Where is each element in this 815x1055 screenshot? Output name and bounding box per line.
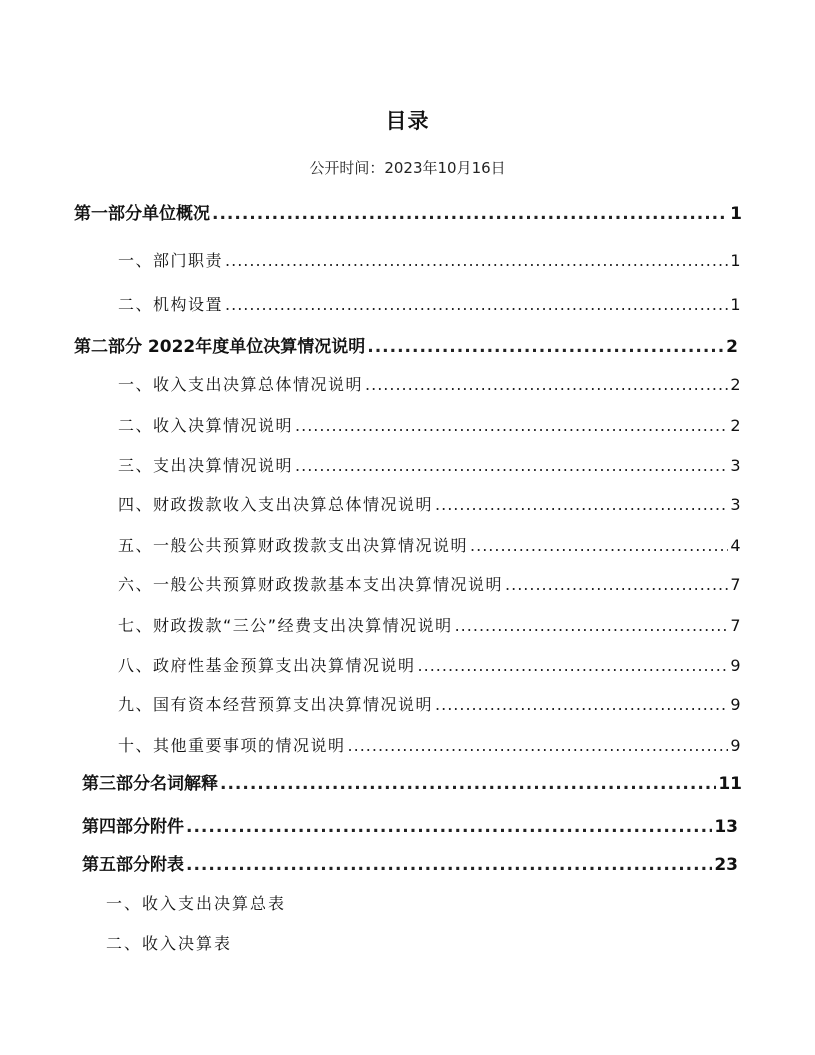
toc-entry-part2-item-4[interactable] [118,492,742,518]
dot-leader [225,248,728,274]
toc-entry-part2-item-9[interactable] [118,692,742,718]
toc-entry-part5-item-2[interactable]: 二、收入决算表 [106,934,233,953]
dot-leader [295,453,728,479]
toc-label: 一、收入支出决算总体情况说明 [118,375,364,394]
dot-leader [367,334,724,360]
toc-entry-part2-item-7[interactable] [118,613,742,639]
toc-entry-part1-item-1[interactable] [118,248,742,274]
toc-entry-part2-item-8[interactable] [118,653,742,679]
toc-page-number: 2 [726,337,738,357]
dot-leader [505,572,728,598]
toc-page-number: 4 [730,536,742,555]
toc-entry-part2-item-1[interactable] [118,372,742,398]
toc-entry-part5[interactable] [82,852,738,878]
toc-entry-part2-item-5[interactable] [118,533,742,559]
toc-label: 第三部分名词解释 [82,774,218,794]
toc-page-number: 9 [730,656,742,675]
toc-entry-part2[interactable] [74,334,738,360]
dot-leader [470,533,728,559]
toc-page-number: 9 [730,736,742,755]
dot-leader [220,771,716,797]
dot-leader [435,692,728,718]
toc-label: 七、财政拨款“三公”经费支出决算情况说明 [118,616,453,635]
dot-leader [295,413,728,439]
toc-entry-part1-item-2[interactable] [118,292,742,318]
dot-leader [435,492,728,518]
toc-page-number: 1 [730,251,742,270]
toc-label: 第四部分附件 [82,817,184,837]
toc-entry-part2-item-3[interactable] [118,453,742,479]
toc-entry-part1[interactable] [74,201,742,227]
toc-page-number: 7 [730,616,742,635]
toc-label: 第五部分附表 [82,855,184,875]
toc-label: 第一部分单位概况 [74,204,210,224]
document-title: 目录 [385,109,430,133]
toc-label: 十、其他重要事项的情况说明 [118,736,346,755]
toc-entry-part5-item-1[interactable]: 一、收入支出决算总表 [106,894,287,913]
toc-label: 八、政府性基金预算支出决算情况说明 [118,656,416,675]
toc-page-number: 23 [714,855,738,875]
toc-page-number: 13 [714,817,738,837]
toc-page-number: 3 [730,456,742,475]
toc-page-number: 1 [730,295,742,314]
dot-leader [365,372,728,398]
toc-label: 九、国有资本经营预算支出决算情况说明 [118,695,434,714]
toc-page-number: 7 [730,575,742,594]
toc-label: 一、部门职责 [118,251,224,270]
toc-label: 六、一般公共预算财政拨款基本支出决算情况说明 [118,575,504,594]
toc-label: 二、收入决算情况说明 [118,416,294,435]
dot-leader [348,733,729,759]
toc-label: 三、支出决算情况说明 [118,456,294,475]
toc-page-number: 1 [730,204,742,224]
dot-leader [186,814,712,840]
toc-page-number: 11 [718,774,742,794]
toc-label: 二、机构设置 [118,295,224,314]
dot-leader [418,653,729,679]
dot-leader [186,852,712,878]
toc-entry-part2-item-10[interactable] [118,733,742,759]
dot-leader [455,613,729,639]
toc-entry-part2-item-6[interactable] [118,572,742,598]
toc-page-number: 9 [730,695,742,714]
toc-label: 第二部分 2022年度单位决算情况说明 [74,337,366,357]
dot-leader [225,292,728,318]
toc-page-number: 3 [730,495,742,514]
publish-time: 公开时间：2023年10月16日 [309,159,506,177]
toc-page-number: 2 [730,416,742,435]
toc-label: 五、一般公共预算财政拨款支出决算情况说明 [118,536,469,555]
toc-entry-part2-item-2[interactable] [118,413,742,439]
toc-entry-part3[interactable] [82,771,742,797]
toc-entry-part4[interactable] [82,814,738,840]
dot-leader [212,201,728,227]
toc-label: 四、财政拨款收入支出决算总体情况说明 [118,495,434,514]
toc-page-number: 2 [730,375,742,394]
